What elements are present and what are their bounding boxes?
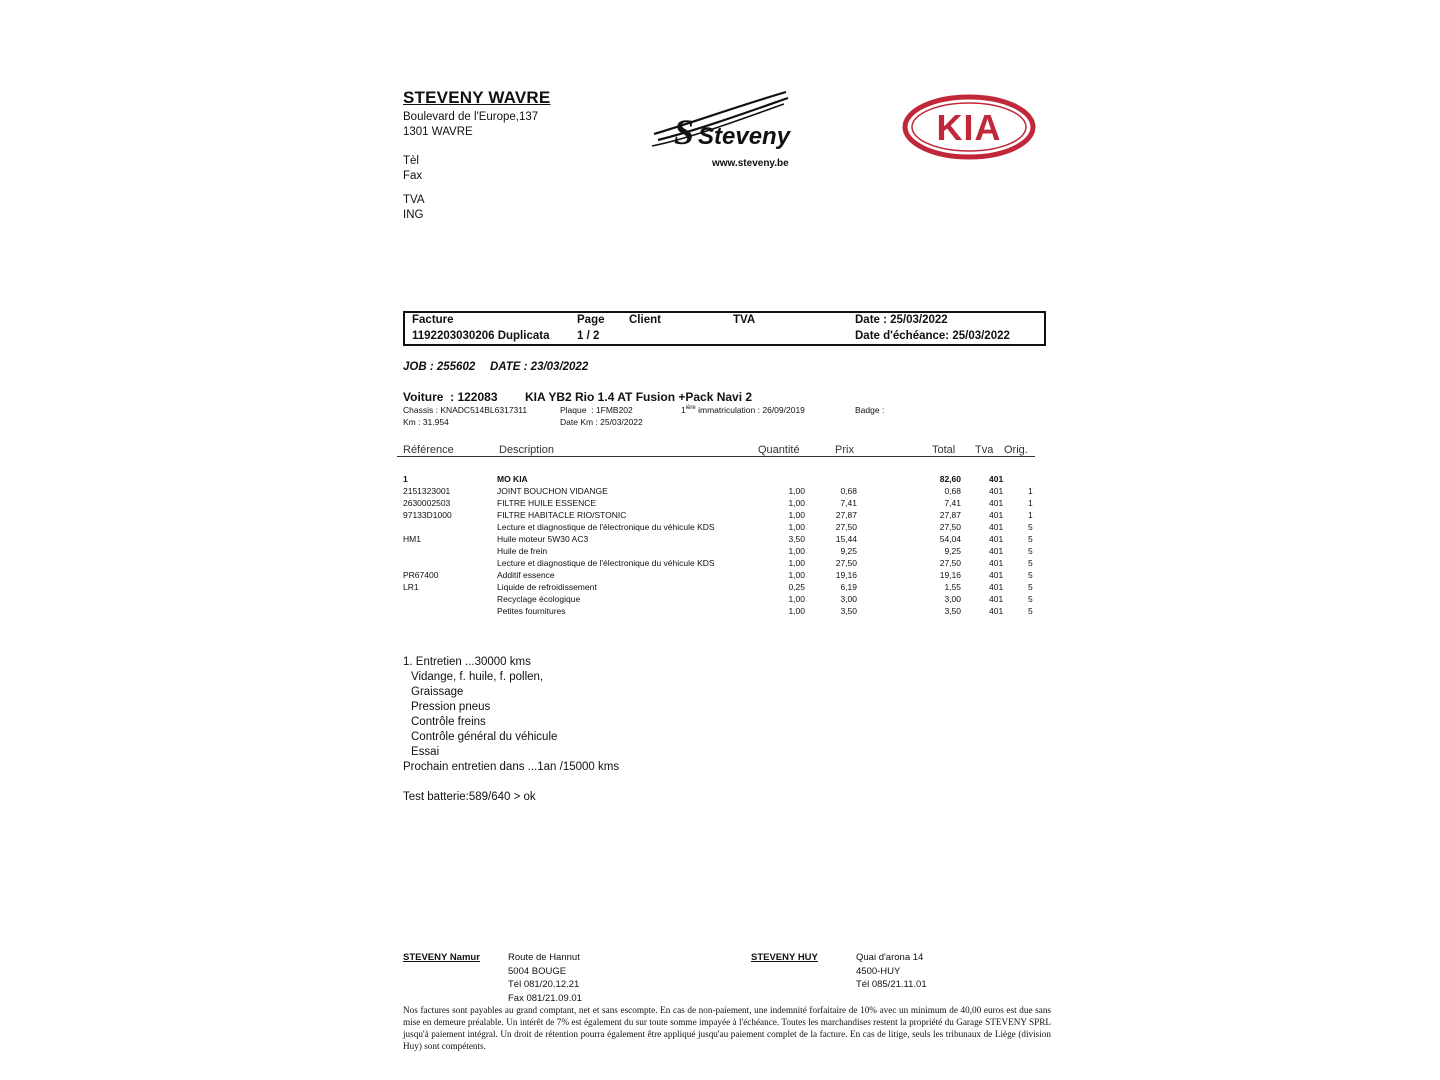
page-value: 1 / 2: [577, 330, 600, 342]
cell-ref: LR1: [403, 582, 419, 592]
note-line: 1. Entretien ...30000 kms: [403, 656, 531, 668]
table-row: [0, 510, 1440, 522]
cell-price: 27,87: [835, 510, 857, 520]
table-row: [0, 474, 1440, 486]
company-address-line1: Boulevard de l'Europe,137: [403, 111, 539, 123]
cell-total: 19,16: [939, 570, 961, 580]
cell-ref: 2151323001: [403, 486, 451, 496]
cell-total: 82,60: [939, 474, 961, 484]
cell-total: 3,00: [944, 594, 961, 604]
cell-total: 54,04: [939, 534, 961, 544]
note-line: Contrôle freins: [411, 716, 486, 728]
table-row: [0, 570, 1440, 582]
cell-tva: 401: [989, 534, 1004, 544]
cell-qty: 1,00: [788, 486, 805, 496]
cell-price: 15,44: [835, 534, 857, 544]
namur-branch-address: Route de Hannut 5004 BOUGE Tél 081/20.12.21 Fax 081/21.09.01: [508, 952, 582, 1004]
steveny-logo-text: Steveny: [698, 123, 791, 150]
company-address-line2: 1301 WAVRE: [403, 126, 473, 138]
cell-desc: Additif essence: [497, 570, 555, 580]
col-header-reference: Référence: [403, 444, 454, 456]
cell-desc: Recyclage écologique: [497, 594, 581, 604]
cell-desc: MO KIA: [497, 474, 528, 484]
cell-tva: 401: [989, 522, 1004, 532]
cell-tva: 401: [989, 558, 1004, 568]
note-line: Test batterie:589/640 > ok: [403, 791, 536, 803]
table-header-divider: [397, 456, 1035, 457]
cell-desc: Lecture et diagnostique de l'électronique du véhicule KDS: [497, 558, 715, 568]
cell-qty: 1,00: [788, 594, 805, 604]
invoice-due-date: Date d'échéance: 25/03/2022: [855, 330, 1010, 342]
invoice-tva-label: TVA: [733, 314, 756, 326]
fax-label: Fax: [403, 170, 423, 182]
cell-tva: 401: [989, 474, 1004, 484]
cell-price: 6,19: [840, 582, 857, 592]
tel-label: Tèl: [403, 155, 419, 167]
cell-tva: 401: [989, 606, 1004, 616]
svg-text:S: S: [674, 112, 695, 152]
cell-price: 27,50: [835, 558, 857, 568]
company-name: STEVENY WAVRE: [403, 88, 551, 107]
col-header-tva: Tva: [975, 444, 994, 456]
cell-tva: 401: [989, 498, 1004, 508]
table-row: [0, 522, 1440, 534]
cell-desc: Huile moteur 5W30 AC3: [497, 534, 589, 544]
col-header-description: Description: [499, 444, 555, 456]
table-row: [0, 558, 1440, 570]
namur-branch-name: STEVENY Namur: [403, 952, 480, 963]
cell-total: 27,50: [939, 522, 961, 532]
cell-orig: 5: [1028, 558, 1033, 568]
ing-label: ING: [403, 209, 424, 221]
page-label: Page: [577, 314, 605, 326]
vehicle-km: Km : 31.954: [403, 417, 449, 427]
huy-branch-address: Quai d'arona 14 4500-HUY Tél 085/21.11.01: [856, 952, 927, 990]
cell-ref: 2630002503: [403, 498, 451, 508]
cell-qty: 1,00: [788, 546, 805, 556]
cell-orig: 5: [1028, 546, 1033, 556]
cell-tva: 401: [989, 570, 1004, 580]
cell-tva: 401: [989, 486, 1004, 496]
kia-logo: [902, 94, 1036, 160]
maintenance-notes: [403, 655, 619, 805]
cell-price: 3,50: [840, 606, 857, 616]
invoice-header-box: [403, 311, 1046, 346]
vehicle-date-km: Date Km : 25/03/2022: [560, 417, 643, 427]
note-line: Pression pneus: [411, 701, 491, 713]
cell-orig: 5: [1028, 522, 1033, 532]
cell-orig: 5: [1028, 594, 1033, 604]
cell-qty: 3,50: [788, 534, 805, 544]
cell-total: 9,25: [944, 546, 961, 556]
cell-qty: 0,25: [788, 582, 805, 592]
cell-ref: PR67400: [403, 570, 439, 580]
cell-orig: 5: [1028, 606, 1033, 616]
cell-desc: Petites fournitures: [497, 606, 566, 616]
table-row: [0, 486, 1440, 498]
cell-desc: Lecture et diagnostique de l'électronique du véhicule KDS: [497, 522, 715, 532]
cell-desc: FILTRE HUILE ESSENCE: [497, 498, 597, 508]
vehicle-first-registration: $1^{ière}$ immatriculation : 26/09/2019: [681, 405, 805, 415]
table-row: [0, 498, 1440, 510]
col-header-price: Prix: [835, 444, 854, 456]
vehicle-id: Voiture : 122083: [403, 390, 498, 404]
cell-price: 7,41: [840, 498, 857, 508]
note-line: Vidange, f. huile, f. pollen,: [411, 671, 544, 683]
col-header-quantity: Quantité: [758, 444, 800, 456]
cell-qty: 1,00: [788, 558, 805, 568]
vehicle-badge: Badge :: [855, 405, 885, 415]
cell-orig: 1: [1028, 510, 1033, 520]
table-row: [0, 582, 1440, 594]
cell-ref: 1: [403, 474, 408, 484]
legal-terms: Nos factures sont payables au grand comptant, net et sans escompte. En cas de non-paiement, une indemnité forfaitaire de 10% avec un minimum de 40,00 euros est due sans mise en demeure préalable. Un intérêt de 7% est également du sur toute somme impayée à l'échéance. Toutes les marchandises restent la propriété du Garage STEVENY SPRL jusqu'à paiement intégral. Un droit de rétention pourra également être appliqué jusqu'au paiement complet de la facture. En cas de litige, seuls les tribunaux de Liège (division Huy) sont compétents.: [403, 1005, 1051, 1051]
note-line: Prochain entretien dans ...1an /15000 kms: [403, 761, 620, 773]
tva-label: TVA: [403, 194, 425, 206]
cell-total: 0,68: [944, 486, 961, 496]
cell-qty: 1,00: [788, 510, 805, 520]
cell-tva: 401: [989, 510, 1004, 520]
table-row: [0, 606, 1440, 618]
table-row: [0, 594, 1440, 606]
cell-total: 3,50: [944, 606, 961, 616]
cell-price: 3,00: [840, 594, 857, 604]
note-line: Contrôle général du véhicule: [411, 731, 558, 743]
cell-ref: 97133D1000: [403, 510, 452, 520]
cell-total: 27,87: [939, 510, 961, 520]
job-number: JOB : 255602: [403, 361, 476, 373]
table-row: [0, 534, 1440, 546]
cell-qty: 1,00: [788, 606, 805, 616]
note-line: Essai: [411, 746, 440, 758]
cell-tva: 401: [989, 594, 1004, 604]
vehicle-plate: Plaque : 1FMB202: [560, 405, 633, 415]
huy-branch-name: STEVENY HUY: [751, 952, 818, 963]
cell-qty: 1,00: [788, 570, 805, 580]
steveny-logo: [648, 86, 828, 170]
cell-total: 1,55: [944, 582, 961, 592]
vehicle-model: KIA YB2 Rio 1.4 AT Fusion +Pack Navi 2: [525, 390, 753, 404]
cell-orig: 5: [1028, 534, 1033, 544]
invoice-date: Date : 25/03/2022: [855, 314, 948, 326]
facture-label: Facture: [412, 314, 454, 326]
cell-ref: HM1: [403, 534, 421, 544]
cell-orig: 1: [1028, 498, 1033, 508]
cell-price: 19,16: [835, 570, 857, 580]
cell-price: 9,25: [840, 546, 857, 556]
cell-total: 27,50: [939, 558, 961, 568]
client-label: Client: [629, 314, 661, 326]
col-header-orig: Orig.: [1004, 444, 1028, 456]
table-row: [0, 546, 1440, 558]
cell-price: 27,50: [835, 522, 857, 532]
cell-desc: JOINT BOUCHON VIDANGE: [497, 486, 608, 496]
website-text: www.steveny.be: [712, 158, 789, 169]
col-header-total: Total: [932, 444, 956, 456]
cell-qty: 1,00: [788, 522, 805, 532]
cell-qty: 1,00: [788, 498, 805, 508]
cell-desc: Liquide de refroidissement: [497, 582, 597, 592]
cell-tva: 401: [989, 582, 1004, 592]
cell-orig: 5: [1028, 570, 1033, 580]
vehicle-chassis: Chassis : KNADC514BL6317311: [403, 405, 528, 415]
invoice-number: 1192203030206 Duplicata: [412, 330, 550, 342]
cell-orig: 5: [1028, 582, 1033, 592]
kia-logo-text: KIA: [936, 107, 1002, 148]
cell-orig: 1: [1028, 486, 1033, 496]
cell-total: 7,41: [944, 498, 961, 508]
cell-desc: Huile de frein: [497, 546, 548, 556]
cell-tva: 401: [989, 546, 1004, 556]
note-line: Graissage: [411, 686, 464, 698]
cell-price: 0,68: [840, 486, 857, 496]
cell-desc: FILTRE HABITACLE RIO/STONIC: [497, 510, 627, 520]
job-date: DATE : 23/03/2022: [490, 361, 589, 373]
